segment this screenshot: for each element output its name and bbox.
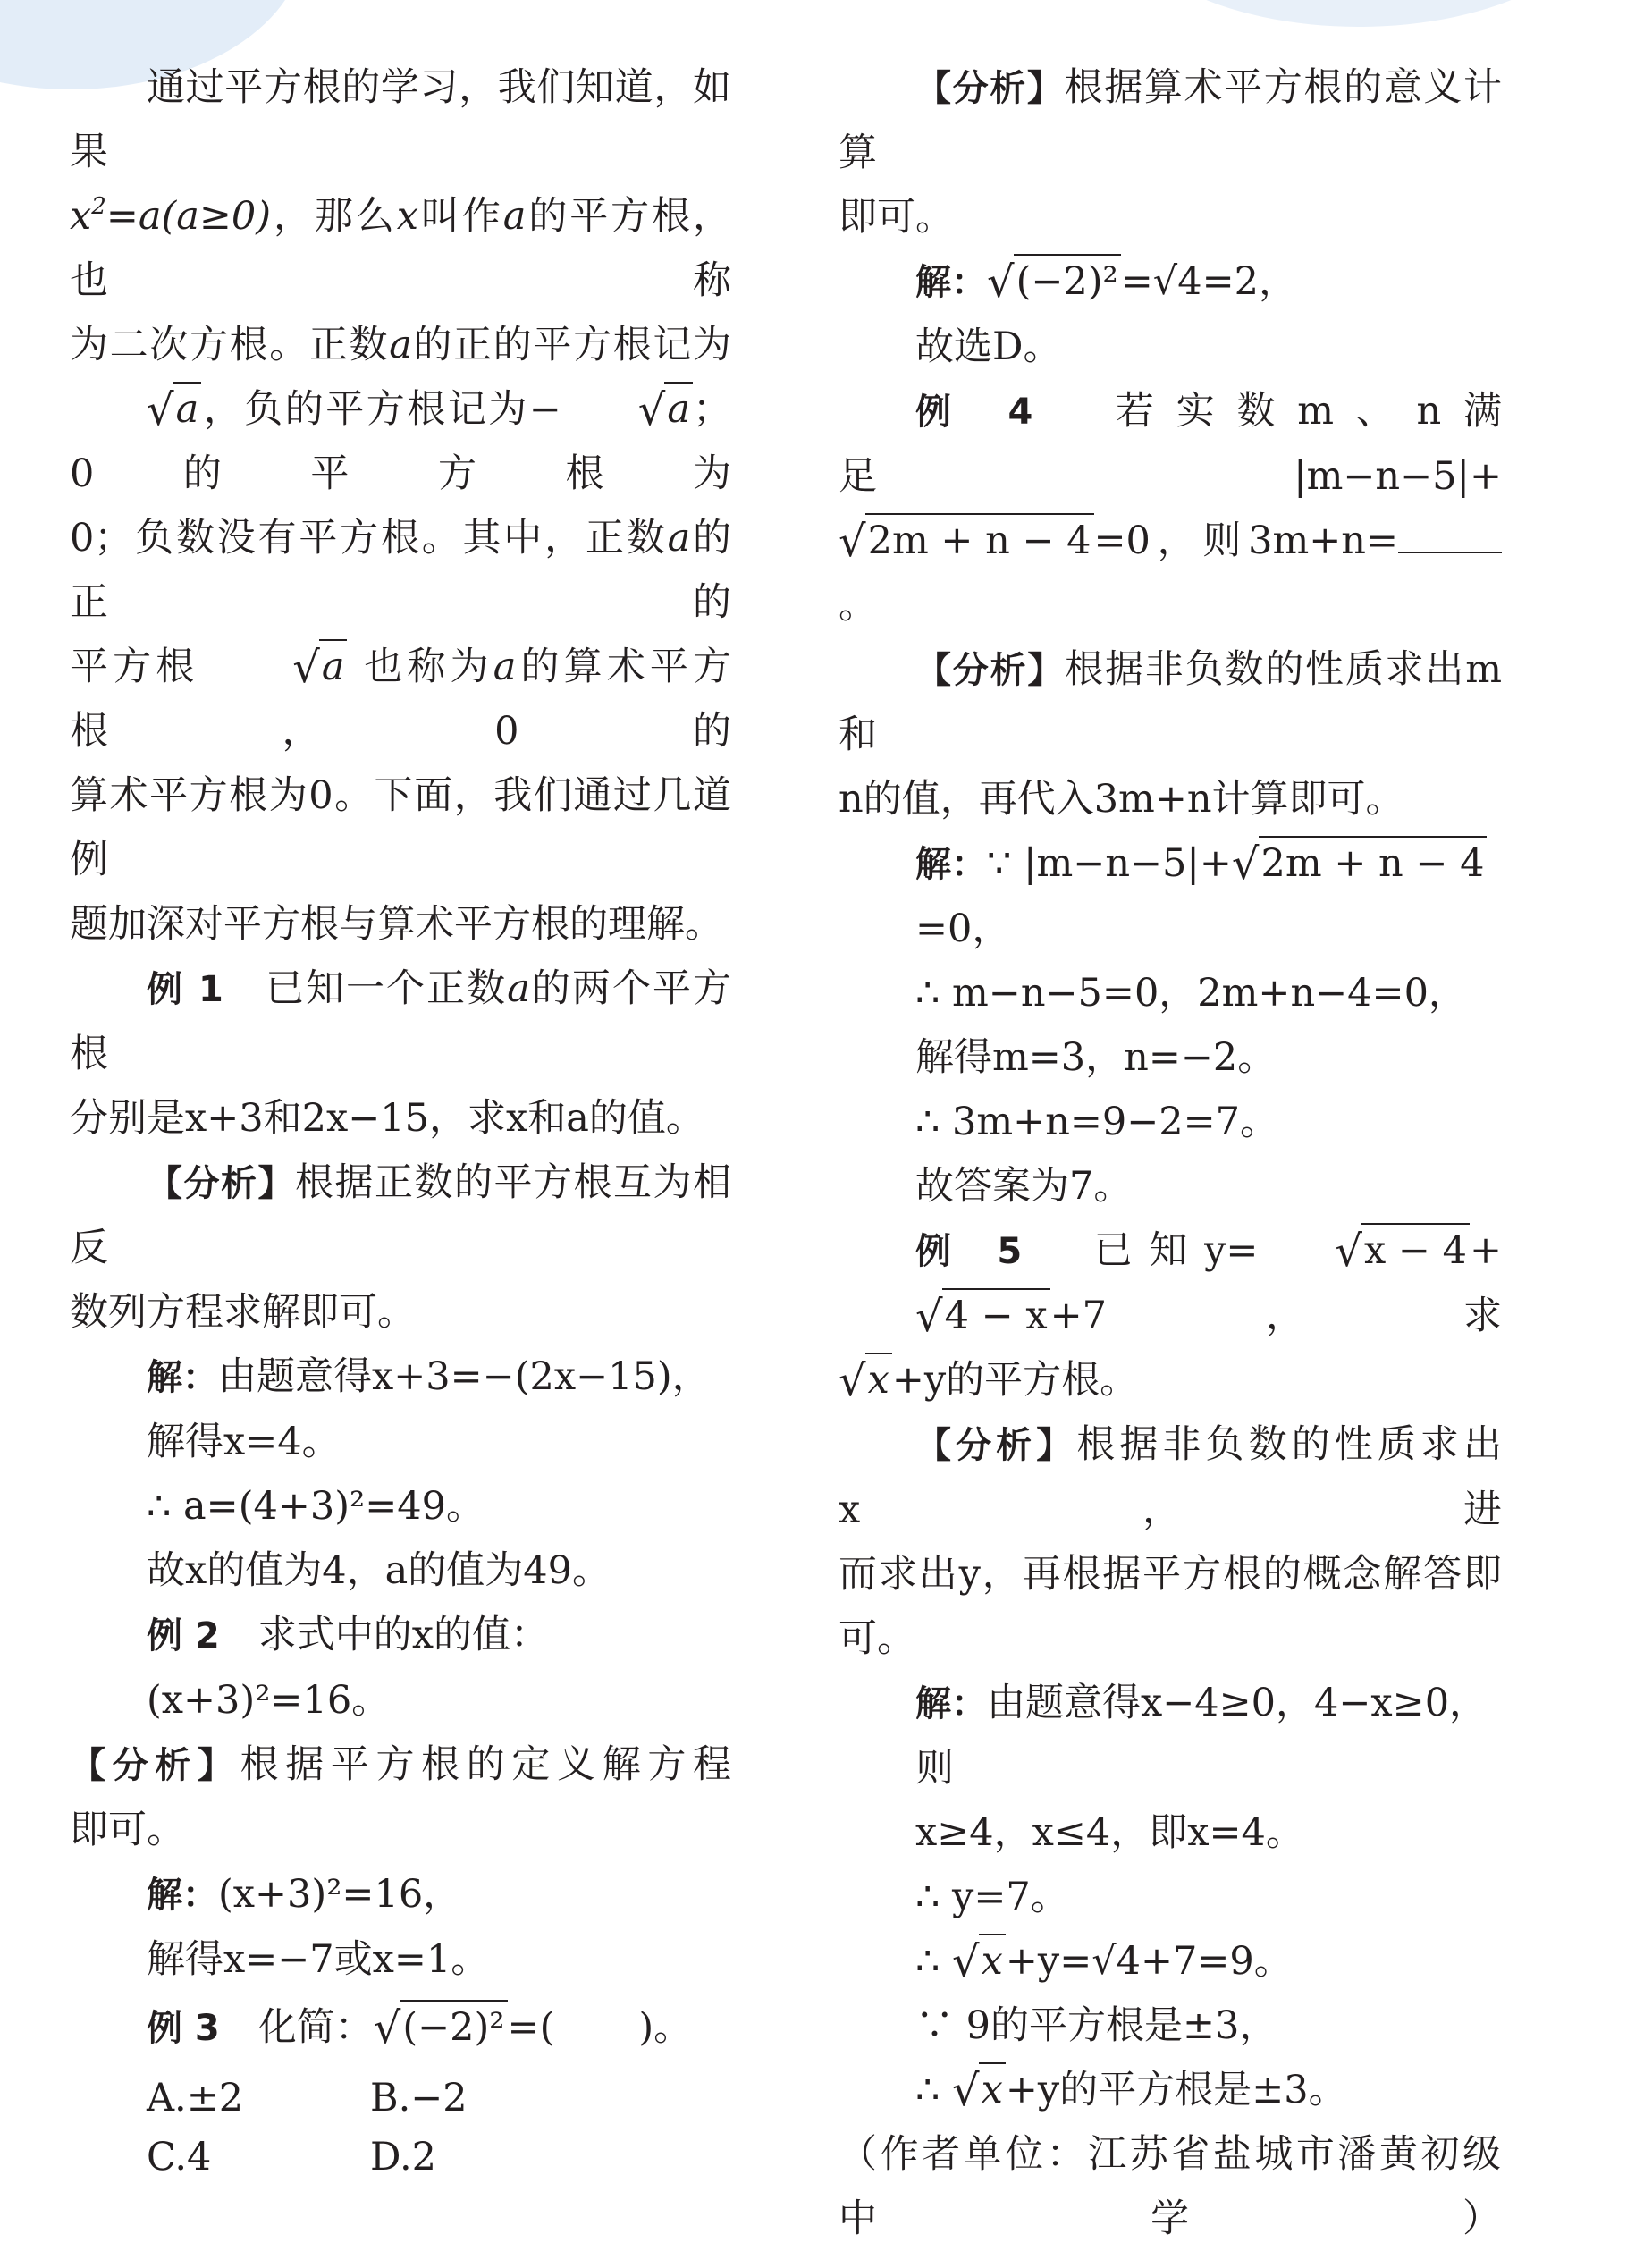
example-3-analysis: 【分析】根据算术平方根的意义计算 <box>839 65 1503 175</box>
right-column <box>839 55 1502 2251</box>
sqrt-2m-n-4-solution: √2m + n − 4 <box>1232 843 1488 886</box>
example-4-question-cont: √2m + n − 4=0，则3m+n=。 <box>839 509 1502 637</box>
example-3-analysis-cont: 即可。 <box>839 195 954 240</box>
sqrt-a: √a <box>70 389 201 432</box>
example-3-options-row-1 <box>70 2066 731 2130</box>
author-affiliation: （作者单位：江苏省盐城市潘黄初级中学） <box>839 2132 1502 2241</box>
example-4-step-4: ∴ 3m+n=9−2=7。 <box>915 1100 1279 1144</box>
example-2-analysis: 【分析】根据平方根的定义解方程 <box>70 1742 732 1787</box>
example-3-question: 例 3 化简：√(−2)²=( )。 <box>70 1995 731 2061</box>
example-5-solution: 解：由题意得x−4≥0，4−x≥0，则 <box>915 1681 1488 1791</box>
option-d: D.2 <box>370 2135 436 2179</box>
example-2-analysis-cont: 即可。 <box>70 1808 185 1852</box>
example-4-step-2: ∴ m−n−5=0，2m+n−4=0， <box>915 971 1467 1016</box>
intro-paragraph: 通过平方根的学习，我们知道，如果 $x^2=a(a\ge 0)$，那么x叫作a的平方根，也称 为二次方根。正数a的正的平方根记为 √a，负的平方根记为− √a；0的平方根为 0；负数没有平方根。其中，正数a的正的 平方根 √a 也称为a的算术平方根，0的 算术平方根为0。下面，我们通过几道例 <box>70 65 732 882</box>
example-1-analysis-cont: 数列方程求解即可。 <box>70 1290 416 1335</box>
sqrt-a-negative: √a <box>561 389 693 432</box>
example-3-options-row-2 <box>70 2125 731 2189</box>
sqrt-x-answer: √x <box>952 2070 1006 2112</box>
example-5-analysis-cont: 而求出y，再根据平方根的概念解答即可。 <box>839 1552 1502 1661</box>
sqrt-2m-n-4: √2m + n − 4 <box>839 520 1094 563</box>
example-4-analysis: 【分析】根据非负数的性质求出m和 <box>839 647 1503 757</box>
example-1-answer: 故x的值为4，a的值为49。 <box>147 1548 611 1593</box>
example-1-question: 例 1 已知一个正数a的两个平方根 <box>70 966 732 1076</box>
example-2-solution: 解：(x+3)²=16， <box>147 1872 462 1917</box>
left-column <box>70 55 731 2189</box>
option-c: C.4 <box>147 2135 212 2179</box>
example-4-step-3: 解得m=3，n=−2。 <box>915 1035 1277 1080</box>
sqrt-neg2-squared: √(−2)² <box>374 2007 508 2050</box>
example-5-step-4: ∴ √x+y=√4+7=9。 <box>839 1929 1502 1994</box>
example-5-question-cont: √x+y的平方根。 <box>839 1348 1502 1412</box>
sqrt-x: √x <box>839 1360 892 1403</box>
example-4-solution: 解：∵ |m−n−5|+√2m + n − 4=0， <box>839 831 1502 961</box>
example-1-solution: 解：由题意得x+3=−(2x−15)， <box>147 1354 711 1399</box>
example-4-question: 例 4 若实数m、n满足|m−n−5|+ <box>839 389 1503 499</box>
example-5-answer: ∴ √x+y的平方根是±3。 <box>839 2058 1502 2122</box>
example-1-analysis: 【分析】根据正数的平方根互为相反 <box>70 1160 731 1270</box>
example-3-answer: 故选D。 <box>915 325 1062 369</box>
intro-last-line: 题加深对平方根与算术平方根的理解。 <box>70 902 723 947</box>
example-1-step-3: ∴ a=(4+3)²=49。 <box>147 1484 485 1529</box>
formula-x2a: $x^2=a(a\ge 0)$ <box>70 193 272 239</box>
sqrt-x-step: √x <box>952 1941 1006 1984</box>
option-a: A.±2 <box>147 2076 244 2120</box>
example-3-solution: 解：√(−2)²=√4=2， <box>839 249 1502 315</box>
sqrt-neg2-squared-solution: √(−2)² <box>987 261 1121 304</box>
option-b: B.−2 <box>370 2076 468 2120</box>
answer-blank <box>1398 521 1502 553</box>
example-4-answer: 故答案为7。 <box>915 1164 1133 1209</box>
example-5-question: 例 5 已知y= √x − 4+√4 − x+7，求 <box>839 1218 1502 1348</box>
example-2-question: 例 2 求式中的x的值：(x+3)²=16。 <box>147 1613 550 1723</box>
example-5-step-5: ∵ 9的平方根是±3， <box>915 2003 1278 2048</box>
example-1-step-2: 解得x=4。 <box>147 1420 341 1464</box>
sqrt-x-minus-4: √x − 4 <box>1258 1230 1470 1273</box>
sqrt-4-minus-x: √4 − x <box>839 1295 1050 1338</box>
example-5-step-3: ∴ y=7。 <box>915 1875 1069 1919</box>
decorative-blob-right <box>1108 0 1609 27</box>
example-1-question-cont: 分别是x+3和2x−15，求x和a的值。 <box>70 1096 704 1141</box>
example-5-analysis: 【分析】根据非负数的性质求出x，进 <box>839 1422 1503 1532</box>
sqrt-a-arith: √a <box>215 646 347 689</box>
example-4-analysis-cont: n的值，再代入3m+n计算即可。 <box>839 777 1404 822</box>
example-2-answer: 解得x=−7或x=1。 <box>147 1937 490 1982</box>
example-5-step-2: x≥4，x≤4，即x=4。 <box>915 1810 1304 1855</box>
